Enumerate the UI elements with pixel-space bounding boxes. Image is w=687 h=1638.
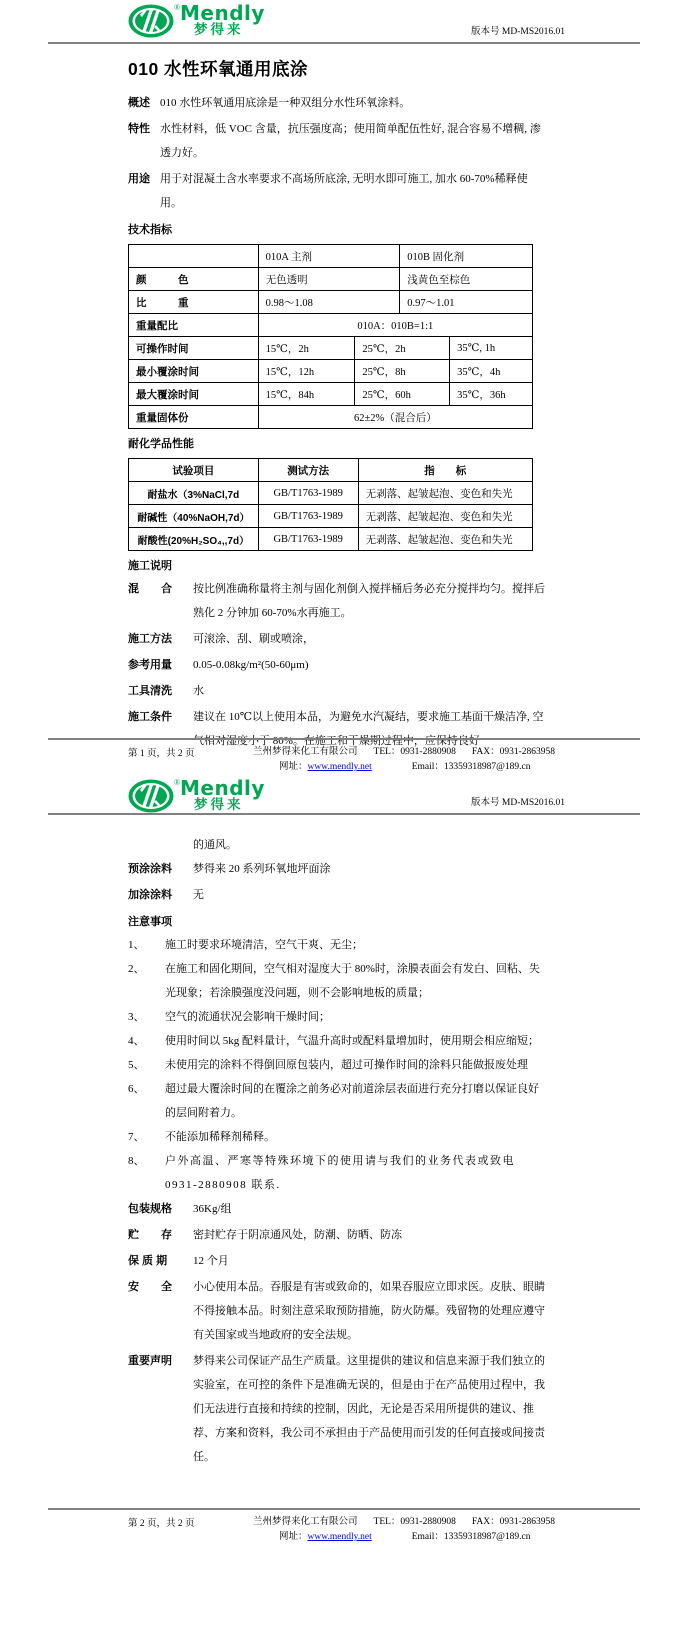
page1-header <box>48 0 640 44</box>
page-1 <box>0 0 687 775</box>
note-item-8 <box>128 1149 547 1197</box>
company-tel: TEL：0931-2880908 <box>373 747 456 757</box>
packaging-row <box>128 1197 547 1221</box>
note-text: 使用时间以 5kg 配料量计，气温升高时或配料量增加时，使用期会相应缩短； <box>165 1035 539 1047</box>
max-recoat-25c: 25℃，60h <box>355 383 450 406</box>
max-recoat-35c: 35℃，36h <box>450 383 533 406</box>
mendly-logo-icon <box>128 3 176 39</box>
solids-value: 62±2%（混合后） <box>258 406 532 429</box>
version-label: 版本号 MD-MS2016.01 <box>471 27 565 37</box>
registered-mark: ® <box>174 778 181 787</box>
tool-cleaning-label: 工具清洗 <box>128 685 172 697</box>
product-title: 010 水性环氧通用底涂 <box>128 59 309 79</box>
chem-method: GB/T1763-1989 <box>258 505 358 528</box>
note-text: 空气的流通状况会影响干燥时间； <box>165 1011 330 1023</box>
tool-cleaning-row <box>128 679 547 703</box>
company-name: 兰州梦得来化工有限公司 <box>253 747 358 757</box>
method-text: 可滚涂、刮、刷或喷涂， <box>193 633 314 645</box>
page-number: 第 1 页，共 2 页 <box>128 749 195 759</box>
precoat-label: 预涂涂料 <box>128 863 172 875</box>
note-text: 超过最大覆涂时间的在覆涂之前务必对前道涂层表面进行充分打磨以保证良好的层间附着力。 <box>165 1083 539 1119</box>
table-row <box>129 360 533 383</box>
max-recoat-15c: 15℃，84h <box>258 383 355 406</box>
storage-label: 贮 存 <box>128 1229 172 1241</box>
note-number: 8、 <box>128 1155 145 1167</box>
coverage-label: 参考用量 <box>128 659 172 671</box>
website-link[interactable]: www.mendly.net <box>307 1532 372 1542</box>
version-label: 版本号 MD-MS2016.01 <box>471 798 565 808</box>
company-email: Email：13359318987@189.cn <box>411 762 531 772</box>
chem-result: 无剥落、起皱起泡、变色和失光 <box>358 505 532 528</box>
chem-item-acid: 耐酸性(20%H₂SO₄,,7d） <box>129 528 259 551</box>
row-label-gravity: 比 重 <box>129 291 259 314</box>
table-row <box>129 314 533 337</box>
tech-spec-table <box>128 244 533 429</box>
safety-row <box>128 1275 547 1347</box>
table-row <box>129 268 533 291</box>
method-label: 施工方法 <box>128 633 172 645</box>
note-item-4 <box>128 1029 547 1053</box>
construction-heading: 施工说明 <box>128 560 172 572</box>
brand-name-chinese: 梦得来 <box>194 22 244 38</box>
potlife-15c: 15℃，2h <box>258 337 355 360</box>
ratio-value: 010A：010B=1:1 <box>258 314 532 337</box>
topcoat-row <box>128 883 547 907</box>
website-link[interactable]: www.mendly.net <box>307 762 372 772</box>
table-row <box>129 528 533 551</box>
page2-header <box>48 775 640 815</box>
note-item-2 <box>128 957 547 1005</box>
note-text: 在施工和固化期间，空气相对湿度大于 80%时，涂膜表面会有发白、回粘、失光现象；若涂膜强度没问题，则不会影响地板的质量； <box>165 963 540 999</box>
company-fax: FAX：0931-2863958 <box>471 1517 556 1527</box>
shelf-life-row <box>128 1249 547 1273</box>
chem-header-item: 试验项目 <box>129 459 259 482</box>
shelf-life-text: 12 个月 <box>193 1255 229 1267</box>
note-number: 5、 <box>128 1059 145 1071</box>
storage-row <box>128 1223 547 1247</box>
table-row <box>129 337 533 360</box>
usage-text: 用于对混凝土含水率要求不高场所底涂, 无明水即可施工, 加水 60-70%稀释使用。 <box>160 173 528 209</box>
coverage-row <box>128 653 547 677</box>
note-item-5 <box>128 1053 547 1077</box>
overview-text: 010 水性环氧通用底涂是一种双组分水性环氧涂料。 <box>160 97 411 109</box>
row-label-min-recoat: 最小覆涂时间 <box>129 360 259 383</box>
precoat-row <box>128 857 547 881</box>
chem-item-alkali: 耐碱性（40%NaOH,7d） <box>129 505 259 528</box>
table-row <box>129 291 533 314</box>
packaging-text: 36Kg/组 <box>193 1203 232 1215</box>
color-value-a: 无色透明 <box>258 268 400 291</box>
features-label: 特性 <box>128 123 150 135</box>
page2-footer <box>48 1508 640 1542</box>
table-row <box>129 459 533 482</box>
chemical-resistance-table <box>128 458 533 551</box>
color-value-b: 浅黄色至棕色 <box>400 268 533 291</box>
chem-item-salt: 耐盐水（3%NaCl,7d <box>129 482 259 505</box>
website-label: 网址： <box>279 762 308 772</box>
brand-name: Mendly <box>180 1 265 25</box>
mixing-text: 按比例准确称量将主剂与固化剂倒入搅拌桶后务必充分搅拌均匀。搅拌后熟化 2 分钟加 60-70%水再施工。 <box>193 583 545 619</box>
storage-text: 密封贮存于阴凉通风处，防潮、防晒、防冻 <box>193 1229 402 1241</box>
chem-header-result: 指 标 <box>358 459 532 482</box>
tech-spec-heading: 技术指标 <box>128 224 172 236</box>
note-text: 施工时要求环境清洁，空气干爽、无尘； <box>165 939 363 951</box>
coverage-text: 0.05-0.08kg/m²(50-60μm) <box>193 659 309 671</box>
ventilation-continuation: 的通风。 <box>193 839 237 851</box>
disclaimer-row <box>128 1349 547 1469</box>
note-number: 7、 <box>128 1131 145 1143</box>
min-recoat-25c: 25℃，8h <box>355 360 450 383</box>
company-fax: FAX：0931-2863958 <box>471 747 556 757</box>
features-row <box>128 117 547 165</box>
chem-result: 无剥落、起皱起泡、变色和失光 <box>358 528 532 551</box>
website-label: 网址： <box>279 1532 308 1542</box>
packaging-label: 包装规格 <box>128 1203 172 1215</box>
min-recoat-15c: 15℃，12h <box>258 360 355 383</box>
features-text: 水性材料，低 VOC 含量，抗压强度高；使用简单配伍性好, 混合容易不增稠, 渗透力好。 <box>160 123 541 159</box>
chem-method: GB/T1763-1989 <box>258 482 358 505</box>
safety-label: 安 全 <box>128 1281 172 1293</box>
note-number: 4、 <box>128 1035 145 1047</box>
mendly-logo <box>128 778 265 814</box>
page1-footer <box>48 738 640 772</box>
table-row <box>129 482 533 505</box>
row-label-color: 颜 色 <box>129 268 259 291</box>
table-row <box>129 505 533 528</box>
table-row <box>129 245 533 268</box>
conditions-label: 施工条件 <box>128 711 172 723</box>
shelf-life-label: 保 质 期 <box>128 1255 168 1267</box>
brand-name-chinese: 梦得来 <box>194 797 244 813</box>
chem-method: GB/T1763-1989 <box>258 528 358 551</box>
chem-header-method: 测试方法 <box>258 459 358 482</box>
note-number: 2、 <box>128 963 145 975</box>
overview-label: 概述 <box>128 97 150 109</box>
note-item-7 <box>128 1125 547 1149</box>
note-item-6 <box>128 1077 547 1125</box>
method-row <box>128 627 547 651</box>
tool-cleaning-text: 水 <box>193 685 204 697</box>
note-text: 未使用完的涂料不得倒回原包装内，超过可操作时间的涂料只能做报废处理 <box>165 1059 528 1071</box>
table-row <box>129 383 533 406</box>
disclaimer-text: 梦得来公司保证产品生产质量。这里提供的建议和信息来源于我们独立的实验室，在可控的条件下是准确无误的，但是由于在产品使用过程中，我们无法进行直接和持续的控制，因此，无论是否采用所提供的建议、推荐、方案和资料，我公司不承担由于产品使用而引发的任何直接或间接责任。 <box>193 1355 545 1463</box>
company-tel: TEL：0931-2880908 <box>373 1517 456 1527</box>
min-recoat-35c: 35℃，4h <box>450 360 533 383</box>
usage-row <box>128 167 547 215</box>
note-number: 3、 <box>128 1011 145 1023</box>
note-number: 6、 <box>128 1083 145 1095</box>
note-text: 户外高温、严寒等特殊环境下的使用请与我们的业务代表或致电 0931-2880908 联系. <box>165 1155 515 1191</box>
note-number: 1、 <box>128 939 145 951</box>
overview-row <box>128 91 547 115</box>
note-text: 不能添加稀释剂稀释。 <box>165 1131 275 1143</box>
potlife-25c: 25℃，2h <box>355 337 450 360</box>
mixing-row <box>128 577 547 625</box>
chemical-resistance-heading: 耐化学品性能 <box>128 438 194 450</box>
registered-mark: ® <box>174 3 181 12</box>
disclaimer-label: 重要声明 <box>128 1355 172 1367</box>
topcoat-label: 加涂涂料 <box>128 889 172 901</box>
row-label-solids: 重量固体份 <box>129 406 259 429</box>
company-email: Email：13359318987@189.cn <box>411 1532 531 1542</box>
row-label-max-recoat: 最大覆涂时间 <box>129 383 259 406</box>
mendly-logo <box>128 3 265 39</box>
chem-result: 无剥落、起皱起泡、变色和失光 <box>358 482 532 505</box>
table-row <box>129 406 533 429</box>
safety-text: 小心使用本品。吞服是有害或致命的，如果吞服应立即求医。皮肤、眼睛不得接触本品。时刻注意采取预防措施，防火防爆。残留物的处理应遵守有关国家或当地政府的安全法规。 <box>193 1281 545 1341</box>
mixing-label: 混 合 <box>128 583 172 595</box>
row-label-potlife: 可操作时间 <box>129 337 259 360</box>
usage-label: 用途 <box>128 173 150 185</box>
col-header-010a: 010A 主剂 <box>258 245 400 268</box>
potlife-35c: 35℃, 1h <box>450 337 533 360</box>
col-header-010b: 010B 固化剂 <box>400 245 533 268</box>
conditions-text: 建议在 10℃以上使用本品，为避免水汽凝结，要求施工基面干燥洁净, 空气相对湿度小于 80%。在施工和干燥期过程中，应保持良好 <box>193 711 544 747</box>
note-item-3 <box>128 1005 547 1029</box>
company-name: 兰州梦得来化工有限公司 <box>253 1517 358 1527</box>
brand-name: Mendly <box>180 776 265 800</box>
gravity-value-a: 0.98～1.08 <box>258 291 400 314</box>
row-label-ratio: 重量配比 <box>129 314 259 337</box>
precoat-text: 梦得来 20 系列环氧地坪面涂 <box>193 863 331 875</box>
page-number: 第 2 页，共 2 页 <box>128 1519 195 1529</box>
page-2 <box>0 775 687 1638</box>
gravity-value-b: 0.97～1.01 <box>400 291 533 314</box>
notes-heading: 注意事项 <box>128 916 172 928</box>
mendly-logo-icon <box>128 778 176 814</box>
note-item-1 <box>128 933 547 957</box>
topcoat-text: 无 <box>193 889 204 901</box>
